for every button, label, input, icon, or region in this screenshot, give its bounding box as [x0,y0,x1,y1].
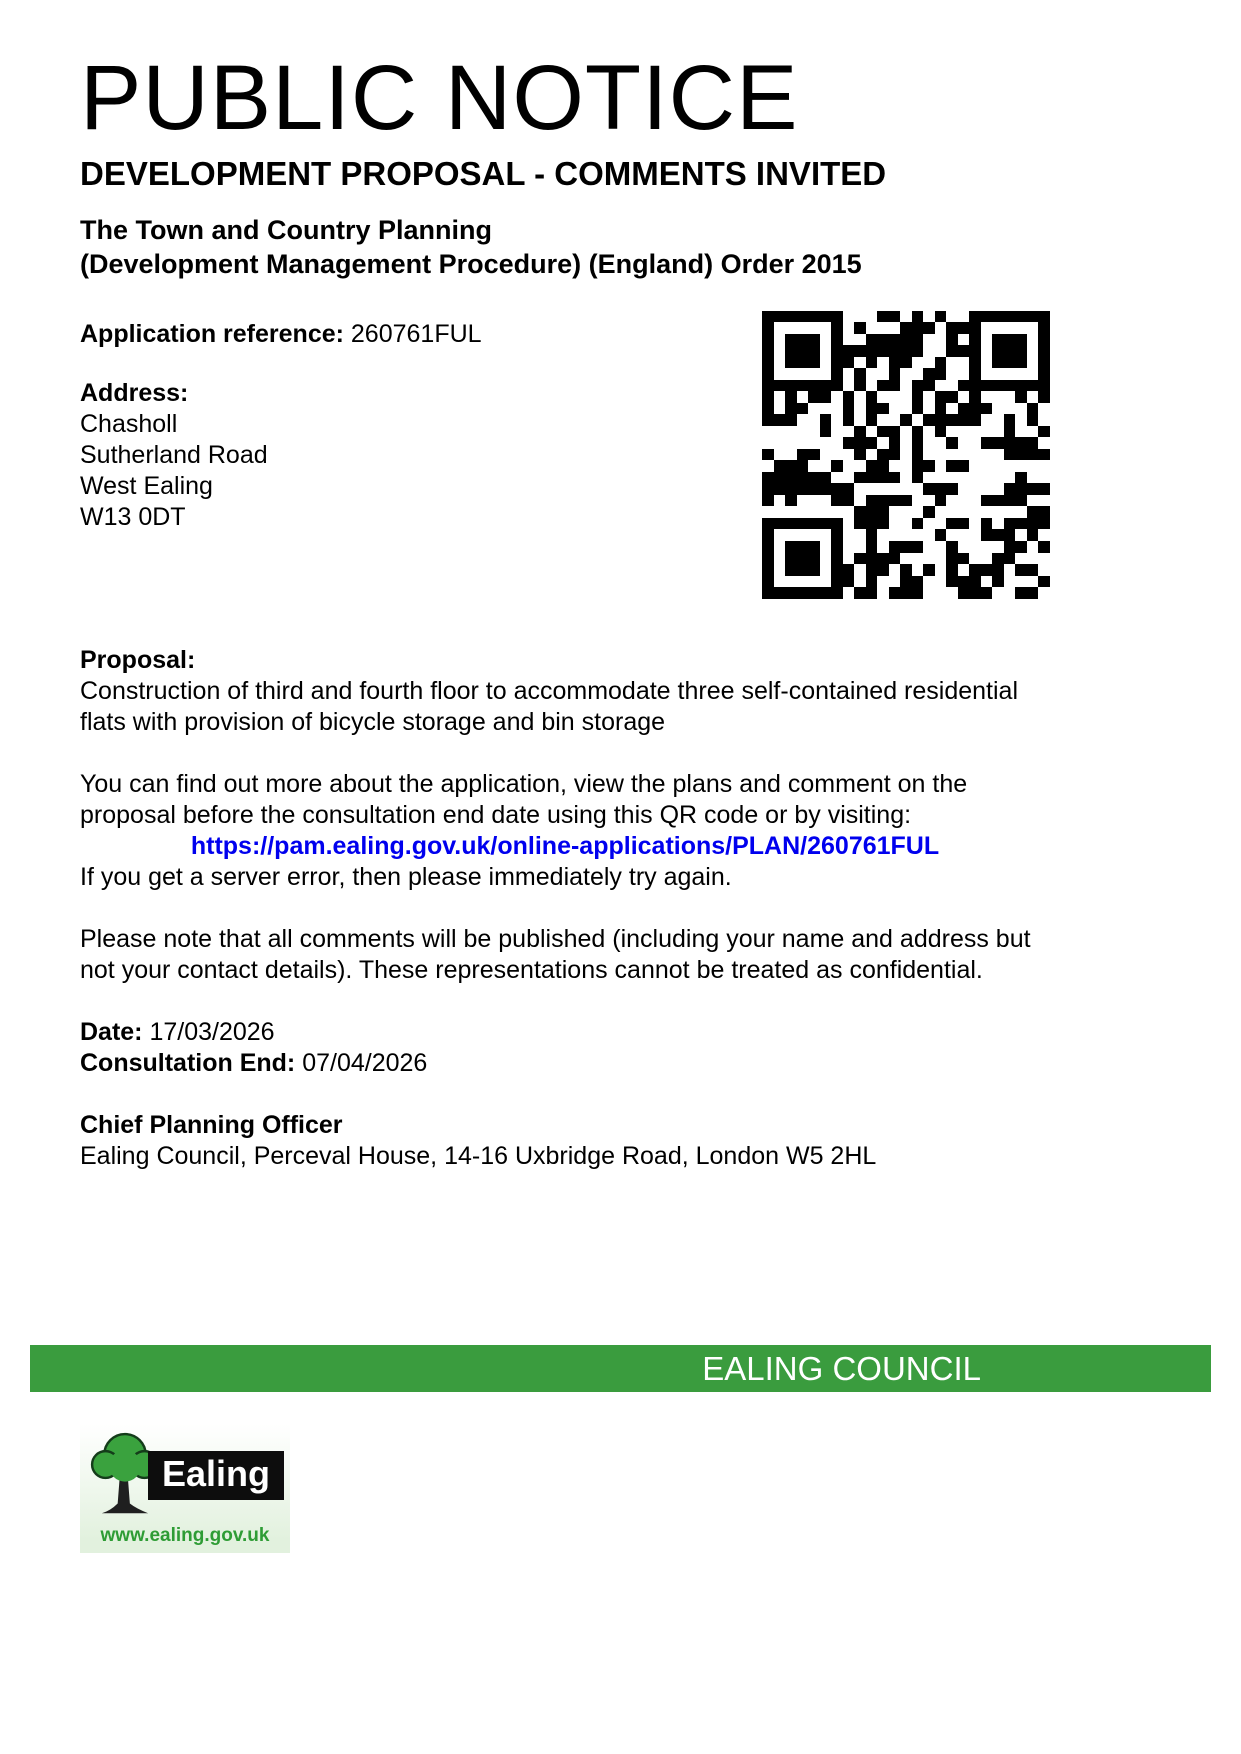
address-line-2: Sutherland Road [80,440,268,469]
application-reference-value: 260761FUL [350,319,482,348]
officer-title: Chief Planning Officer [80,1110,343,1139]
address-line-1: Chasholl [80,409,178,438]
notice-title: PUBLIC NOTICE [80,47,799,149]
council-banner-text: EALING COUNCIL [702,1350,981,1387]
address-label: Address: [80,378,189,407]
date-value: 17/03/2026 [149,1017,275,1046]
legislation-line-2: (Development Management Procedure) (England) Order 2015 [80,248,862,279]
application-link-line [80,831,1050,862]
consultation-end-line [80,1048,1050,1079]
proposal-text: Construction of third and fourth floor to accommodate three self-contained residential flats with provision of bicycle storage and bin storage [80,676,1019,736]
qr-code [762,311,1050,599]
notice-subtitle: DEVELOPMENT PROPOSAL - COMMENTS INVITED [80,154,887,192]
proposal-label-line [80,645,1050,676]
consultation-end-value: 07/04/2026 [302,1048,428,1077]
address-line-3: West Ealing [80,471,213,500]
address-line-4: W13 0DT [80,502,186,531]
ealing-logo-text: Ealing [161,1453,270,1494]
comments-published-text: Please note that all comments will be published (including your name and address but not your contact details). These representations cannot be treated as confidential. [80,924,1031,984]
reference-and-qr-section [80,311,1050,599]
info-text: You can find out more about the application, view the plans and comment on the proposal before the consultation end date using this QR code or by visiting: [80,769,968,829]
ealing-logo-wordmark [148,1451,284,1500]
date-label: Date: [80,1017,143,1046]
officer-address: Ealing Council, Perceval House, 14-16 Uxbridge Road, London W5 2HL [80,1141,877,1170]
legislation-reference [80,213,1060,281]
application-reference-label: Application reference: [80,319,344,348]
proposal-label: Proposal: [80,645,196,674]
officer-title-line [80,1110,1050,1141]
application-reference-line [80,319,482,350]
consultation-end-label: Consultation End: [80,1048,296,1077]
server-error-text: If you get a server error, then please immediately try again. [80,862,732,891]
ealing-website-url: www.ealing.gov.uk [100,1525,270,1546]
application-link[interactable]: https://pam.ealing.gov.uk/online-applications/PLAN/260761FUL [190,831,940,860]
date-line [80,1017,1050,1048]
council-banner [30,1345,1211,1392]
address-label-line [80,378,482,409]
ealing-logo [80,1424,290,1553]
legislation-line-1: The Town and Country Planning [80,214,492,245]
